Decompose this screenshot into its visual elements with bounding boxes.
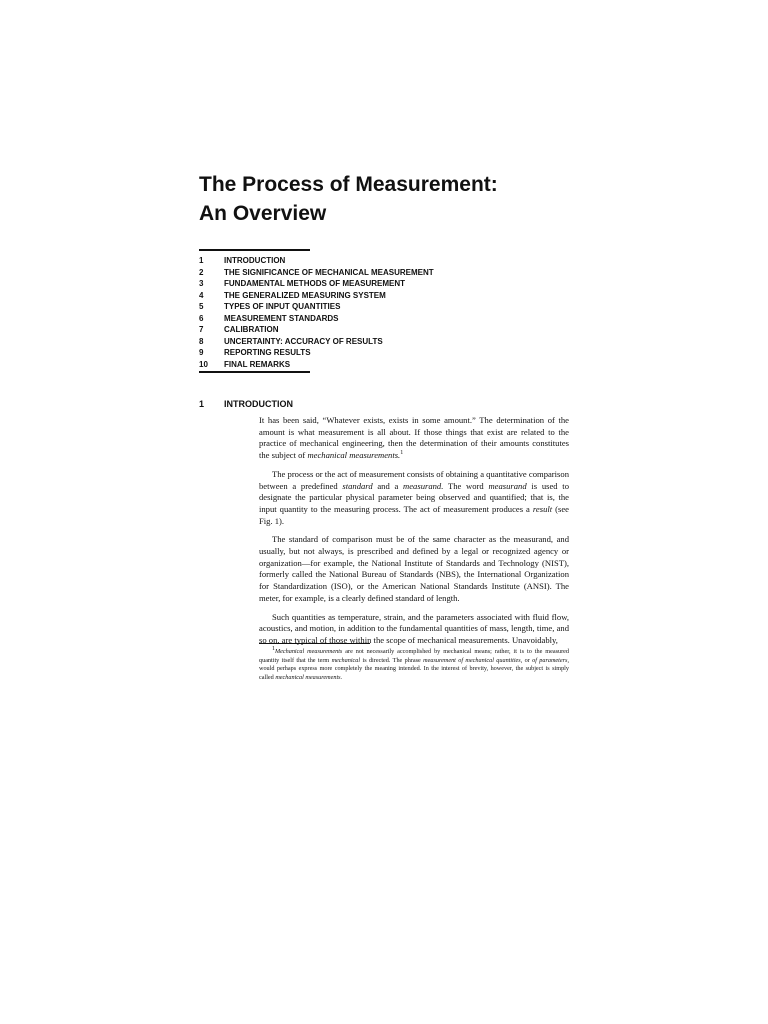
text-run: and a (372, 480, 404, 491)
toc-item (199, 255, 519, 267)
toc-item-number: 10 (199, 359, 208, 369)
toc-item-title: FINAL REMARKS (224, 359, 291, 369)
toc-item-number: 4 (199, 290, 204, 300)
body-text (259, 415, 569, 654)
paragraph-1 (259, 415, 569, 462)
emphasis-term: measurement of mechanical quantities, (423, 656, 523, 664)
text-run: or (522, 656, 533, 664)
toc-item-number: 8 (199, 336, 204, 346)
text-run: It has been said, “Whatever exists, exists in some amount.” The determination of the amount is what measurement is all about. If those things that exist are related to the practice of mechanical engineering, then the determination of their amounts constitutes the subject of (259, 415, 569, 461)
chapter-title-line-1: The Process of Measurement: (199, 173, 498, 196)
toc-item-number: 6 (199, 313, 204, 323)
text-run: is used to designate the particular physical parameter being observed and quantified; that is, the input quantity to the measuring process. The act of measurement produces a (259, 480, 569, 514)
footnote-marker: 1 (400, 450, 404, 457)
section-title: INTRODUCTION (224, 399, 293, 410)
toc-item (199, 301, 519, 313)
section-heading (199, 398, 399, 410)
emphasis-term: mechanical measurements. (307, 450, 401, 461)
toc-item-title: FUNDAMENTAL METHODS OF MEASUREMENT (224, 279, 406, 288)
chapter-title-line-2: An Overview (199, 202, 327, 225)
toc-item-title: INTRODUCTION (224, 256, 286, 265)
toc-item-number: 2 (199, 267, 204, 277)
toc-item (199, 290, 519, 302)
text-run: is directed. The phrase (360, 656, 424, 664)
toc-item-title: THE SIGNIFICANCE OF MECHANICAL MEASUREMENT (224, 267, 434, 277)
toc-item (199, 336, 519, 348)
table-of-contents (199, 255, 519, 370)
text-run: would perhaps express more completely the meaning intended. In the interest of brevity, however, the subject is simply called (259, 665, 569, 681)
emphasis-term: Mechanical measurements (275, 648, 343, 655)
emphasis-term: measurand (488, 480, 527, 491)
emphasis-term: standard (342, 480, 373, 491)
toc-item-title: REPORTING RESULTS (224, 348, 311, 357)
emphasis-term: mechanical measurements. (275, 673, 343, 681)
toc-item (199, 324, 519, 336)
chapter-title (199, 170, 599, 228)
paragraph-3: The standard of comparison must be of the same character as the measurand, and usually, but not always, is prescribed and defined by a legal or recognized agency or organization—for example, the National Institute of Standards and Technology (NIST), formerly called the National Bureau of Standards (NBS), the International Organization for Standardization (ISO), or the American National Standards Institute (ANSI). The meter, for example, is a clearly defined standard of length. (259, 534, 569, 603)
toc-item-title: UNCERTAINTY: ACCURACY OF RESULTS (224, 336, 383, 346)
toc-item-title: TYPES OF INPUT QUANTITIES (224, 302, 341, 311)
paragraph-4: Such quantities as temperature, strain, and the parameters associated with fluid flow, acoustics, and motion, in addition to the fundamental quantities of mass, length, time, and so on, are typical of those within the scope of mechanical measurements. Unavoidably, (259, 611, 569, 645)
toc-item-title: MEASUREMENT STANDARDS (224, 313, 339, 323)
toc-item-title: CALIBRATION (224, 325, 279, 334)
toc-item (199, 278, 519, 290)
section-number: 1 (199, 399, 205, 410)
toc-item-number: 3 (199, 279, 204, 288)
toc-item (199, 359, 519, 371)
text-run: (see Fig. 1). (259, 503, 570, 526)
toc-item-number: 7 (199, 325, 204, 334)
toc-top-rule (199, 249, 310, 251)
text-run: are not necessarily accomplished by mechanical means; rather, it is to the measured quantity itself that the term (259, 648, 569, 664)
emphasis-term: of parameters, (532, 656, 570, 664)
toc-item (199, 347, 519, 359)
text-run: The word (443, 480, 489, 491)
toc-item-number: 5 (199, 302, 204, 311)
paragraph-2 (259, 469, 569, 528)
footnote-marker: 1 (272, 645, 275, 652)
emphasis-term: measurand. (403, 480, 444, 491)
toc-bottom-rule (199, 371, 310, 373)
toc-item-number: 9 (199, 348, 204, 357)
emphasis-term: result (532, 503, 553, 514)
emphasis-term: mechanical (331, 656, 361, 664)
toc-item (199, 313, 519, 325)
text-run: The process or the act of measurement consists of obtaining a quantitative comparison between a predefined (259, 468, 569, 491)
footnote (259, 645, 570, 682)
toc-item-number: 1 (199, 256, 204, 265)
toc-item (199, 267, 519, 279)
toc-item-title: THE GENERALIZED MEASURING SYSTEM (224, 290, 386, 300)
footnote-rule (259, 643, 370, 644)
